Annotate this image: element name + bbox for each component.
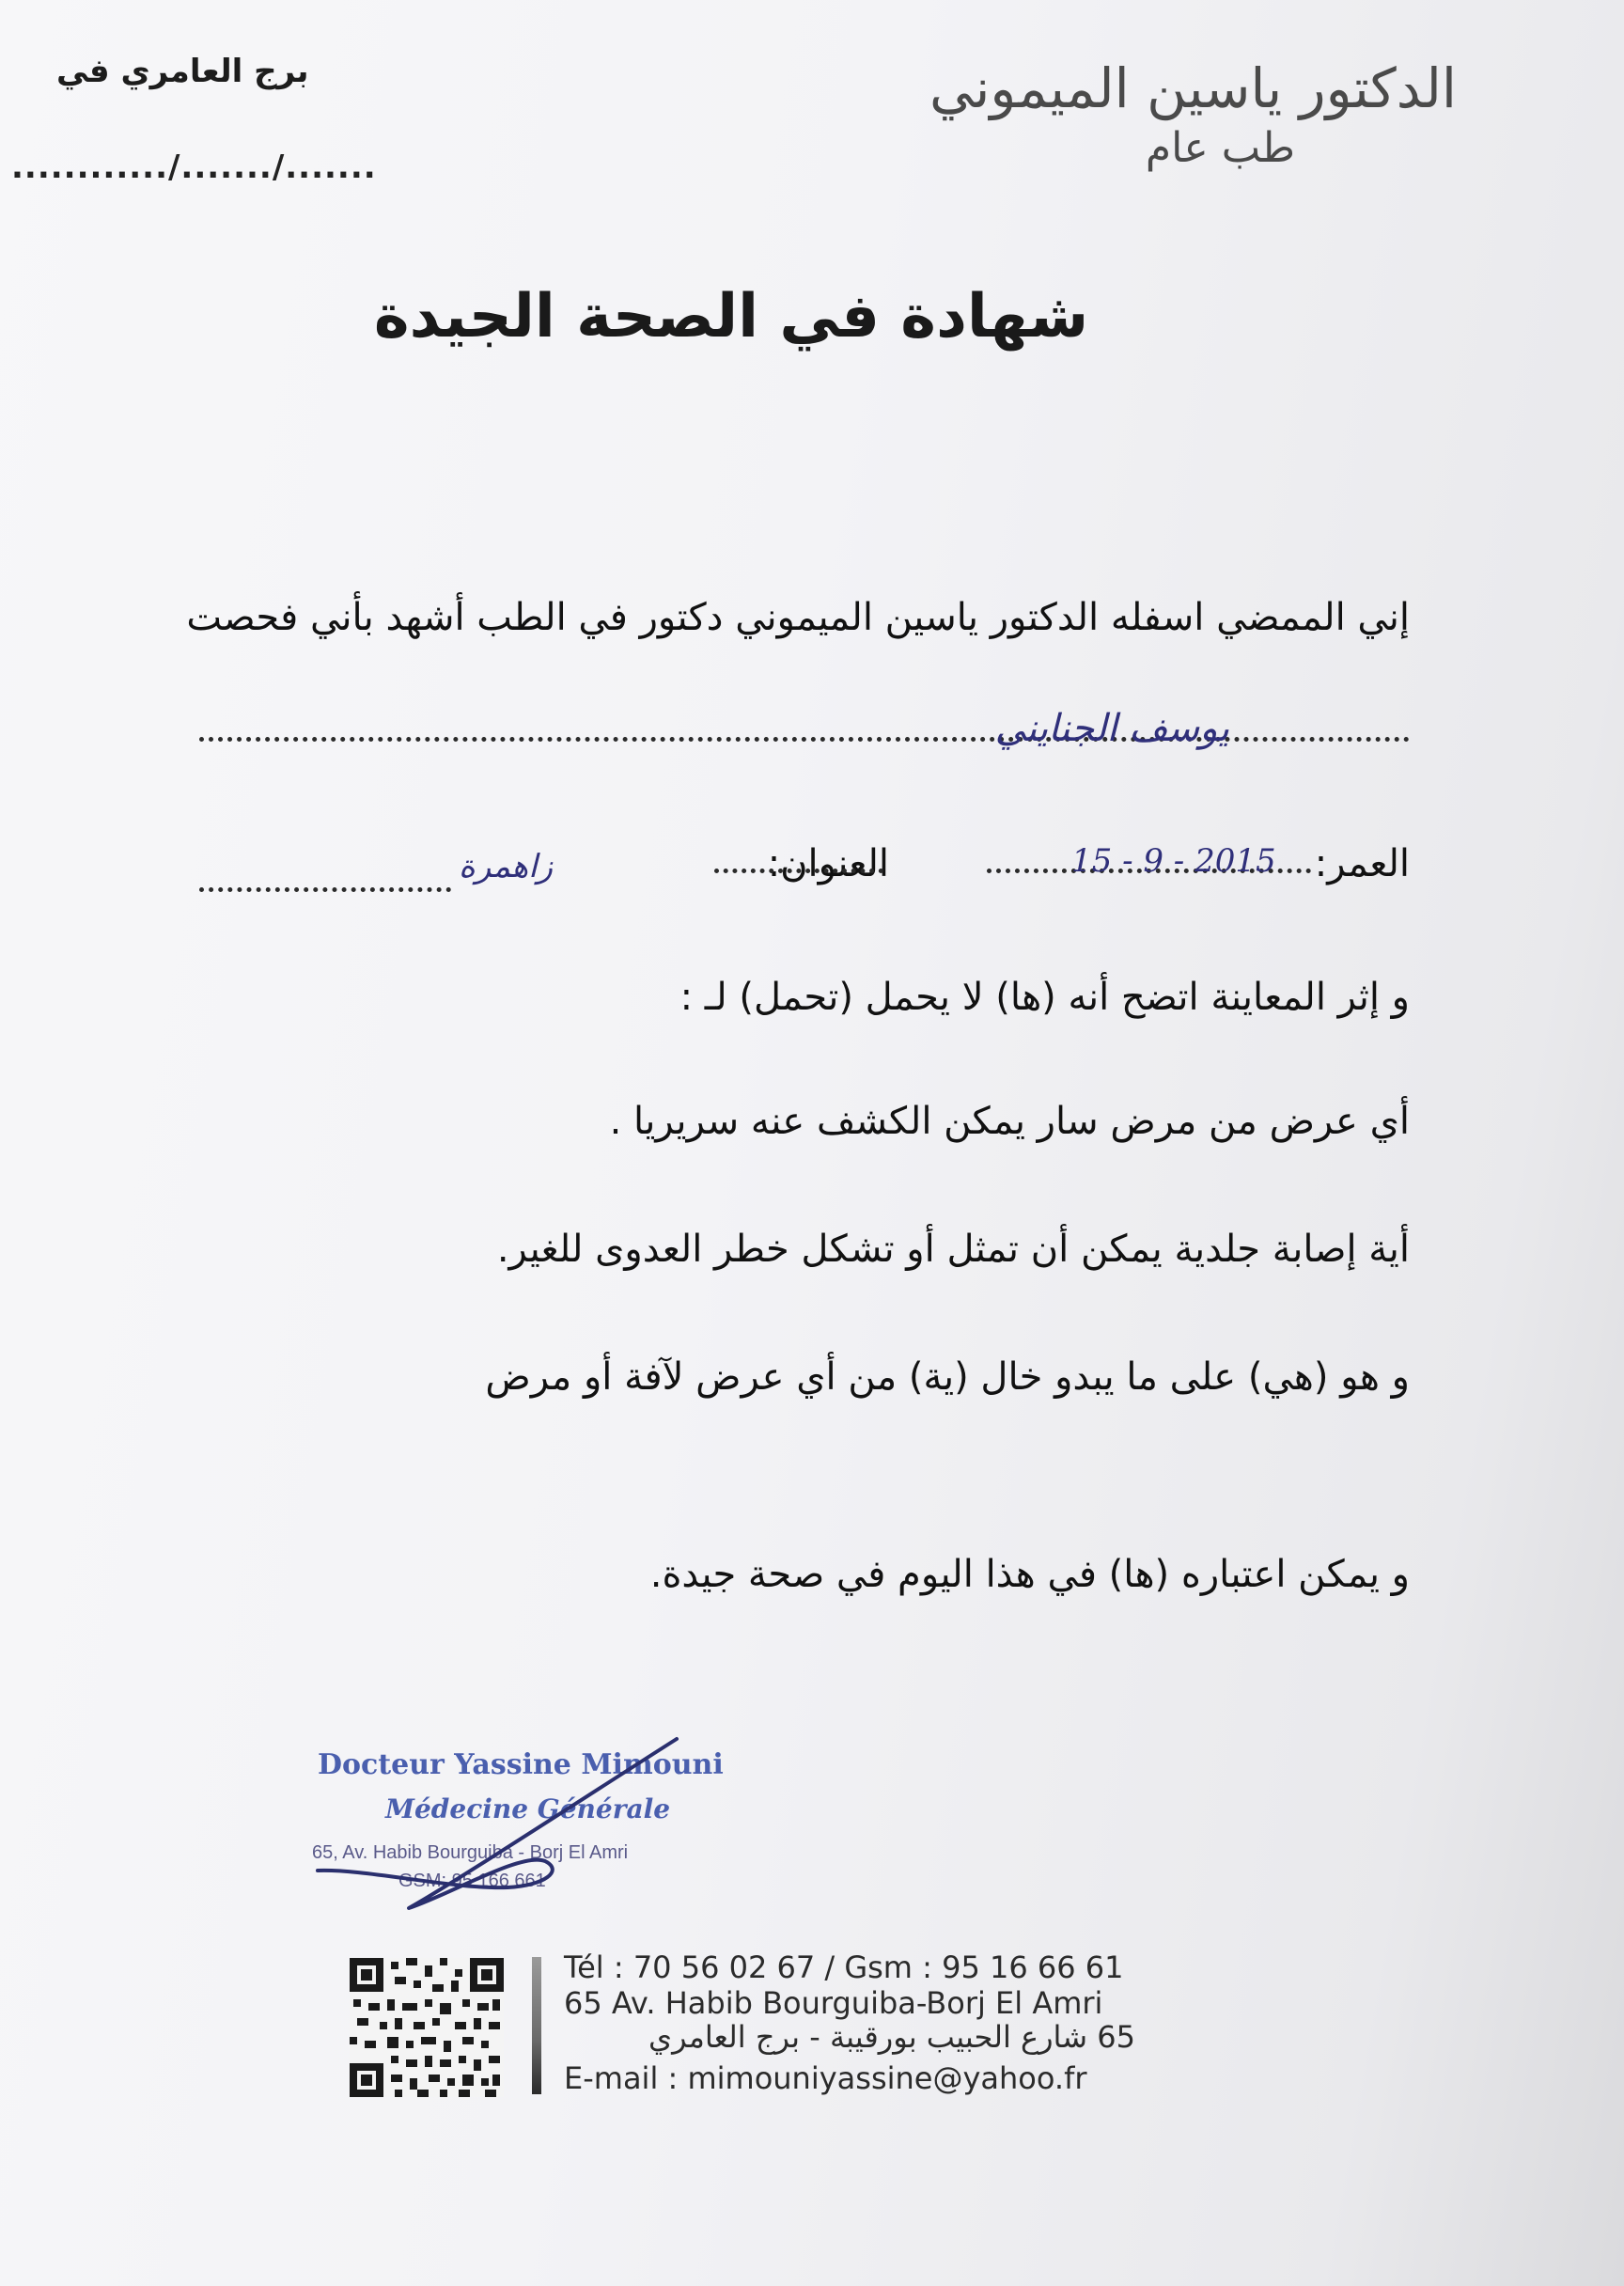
doctor-specialty: طب عام: [1145, 124, 1295, 172]
stamp-address: 65, Av. Habib Bourguiba - Borj El Amri: [312, 1842, 629, 1863]
footer-address-ar: 65 شارع الحبيب بورقيبة - برج العامري: [648, 2019, 1135, 2055]
signature: [310, 1730, 705, 1918]
condition-line-3: و هو (هي) على ما يبدو خال (ية) من أي عرض لآفة أو مرض: [485, 1355, 1410, 1399]
stamp-doctor-name: Docteur Yassine Mimouni: [318, 1748, 724, 1781]
place-label: برج العامري في: [56, 53, 309, 90]
footer-divider: [532, 1957, 541, 2094]
conclusion-line: و يمكن اعتباره (ها) في هذا اليوم في صحة جيدة.: [649, 1553, 1410, 1596]
address-dotted-line: [714, 869, 883, 873]
patient-name-handwritten: يوسف الجنايني: [994, 707, 1229, 750]
stamp-specialty: Médecine Générale: [385, 1793, 671, 1824]
age-handwritten: 15 - 9 - 2015: [1071, 842, 1276, 880]
date-field: ............/......./.......: [11, 149, 377, 186]
condition-line-2: أية إصابة جلدية يمكن أن تمثل أو تشكل خطر العدوى للغير.: [496, 1228, 1410, 1271]
footer-email: E-mail : mimouniyassine@yahoo.fr: [564, 2060, 1087, 2096]
address-label: العنوان:: [767, 842, 889, 885]
page-title: شهادة في الصحة الجيدة: [373, 282, 1089, 352]
attestation-line: إني الممضي اسفله الدكتور ياسين الميموني دكتور في الطب أشهد بأني فحصت: [186, 596, 1410, 639]
doctor-name: الدكتور ياسين الميموني: [929, 56, 1457, 120]
qr-code-icon: [350, 1957, 504, 2098]
examination-line: و إثر المعاينة اتضح أنه (ها) لا يحمل (تحمل) لـ :: [679, 976, 1410, 1019]
age-label: العمر:: [1314, 842, 1410, 885]
footer-phone: Tél : 70 56 02 67 / Gsm : 95 16 66 61: [564, 1949, 1124, 1985]
stamp-gsm: GSM: 95 166 661: [398, 1871, 546, 1891]
address-dotted-line-end: [199, 887, 451, 892]
address-handwritten: زاهمرة: [459, 848, 554, 885]
condition-line-1: أي عرض من مرض سار يمكن الكشف عنه سريريا .: [609, 1100, 1410, 1143]
footer-address-fr: 65 Av. Habib Bourguiba-Borj El Amri: [564, 1985, 1103, 2021]
